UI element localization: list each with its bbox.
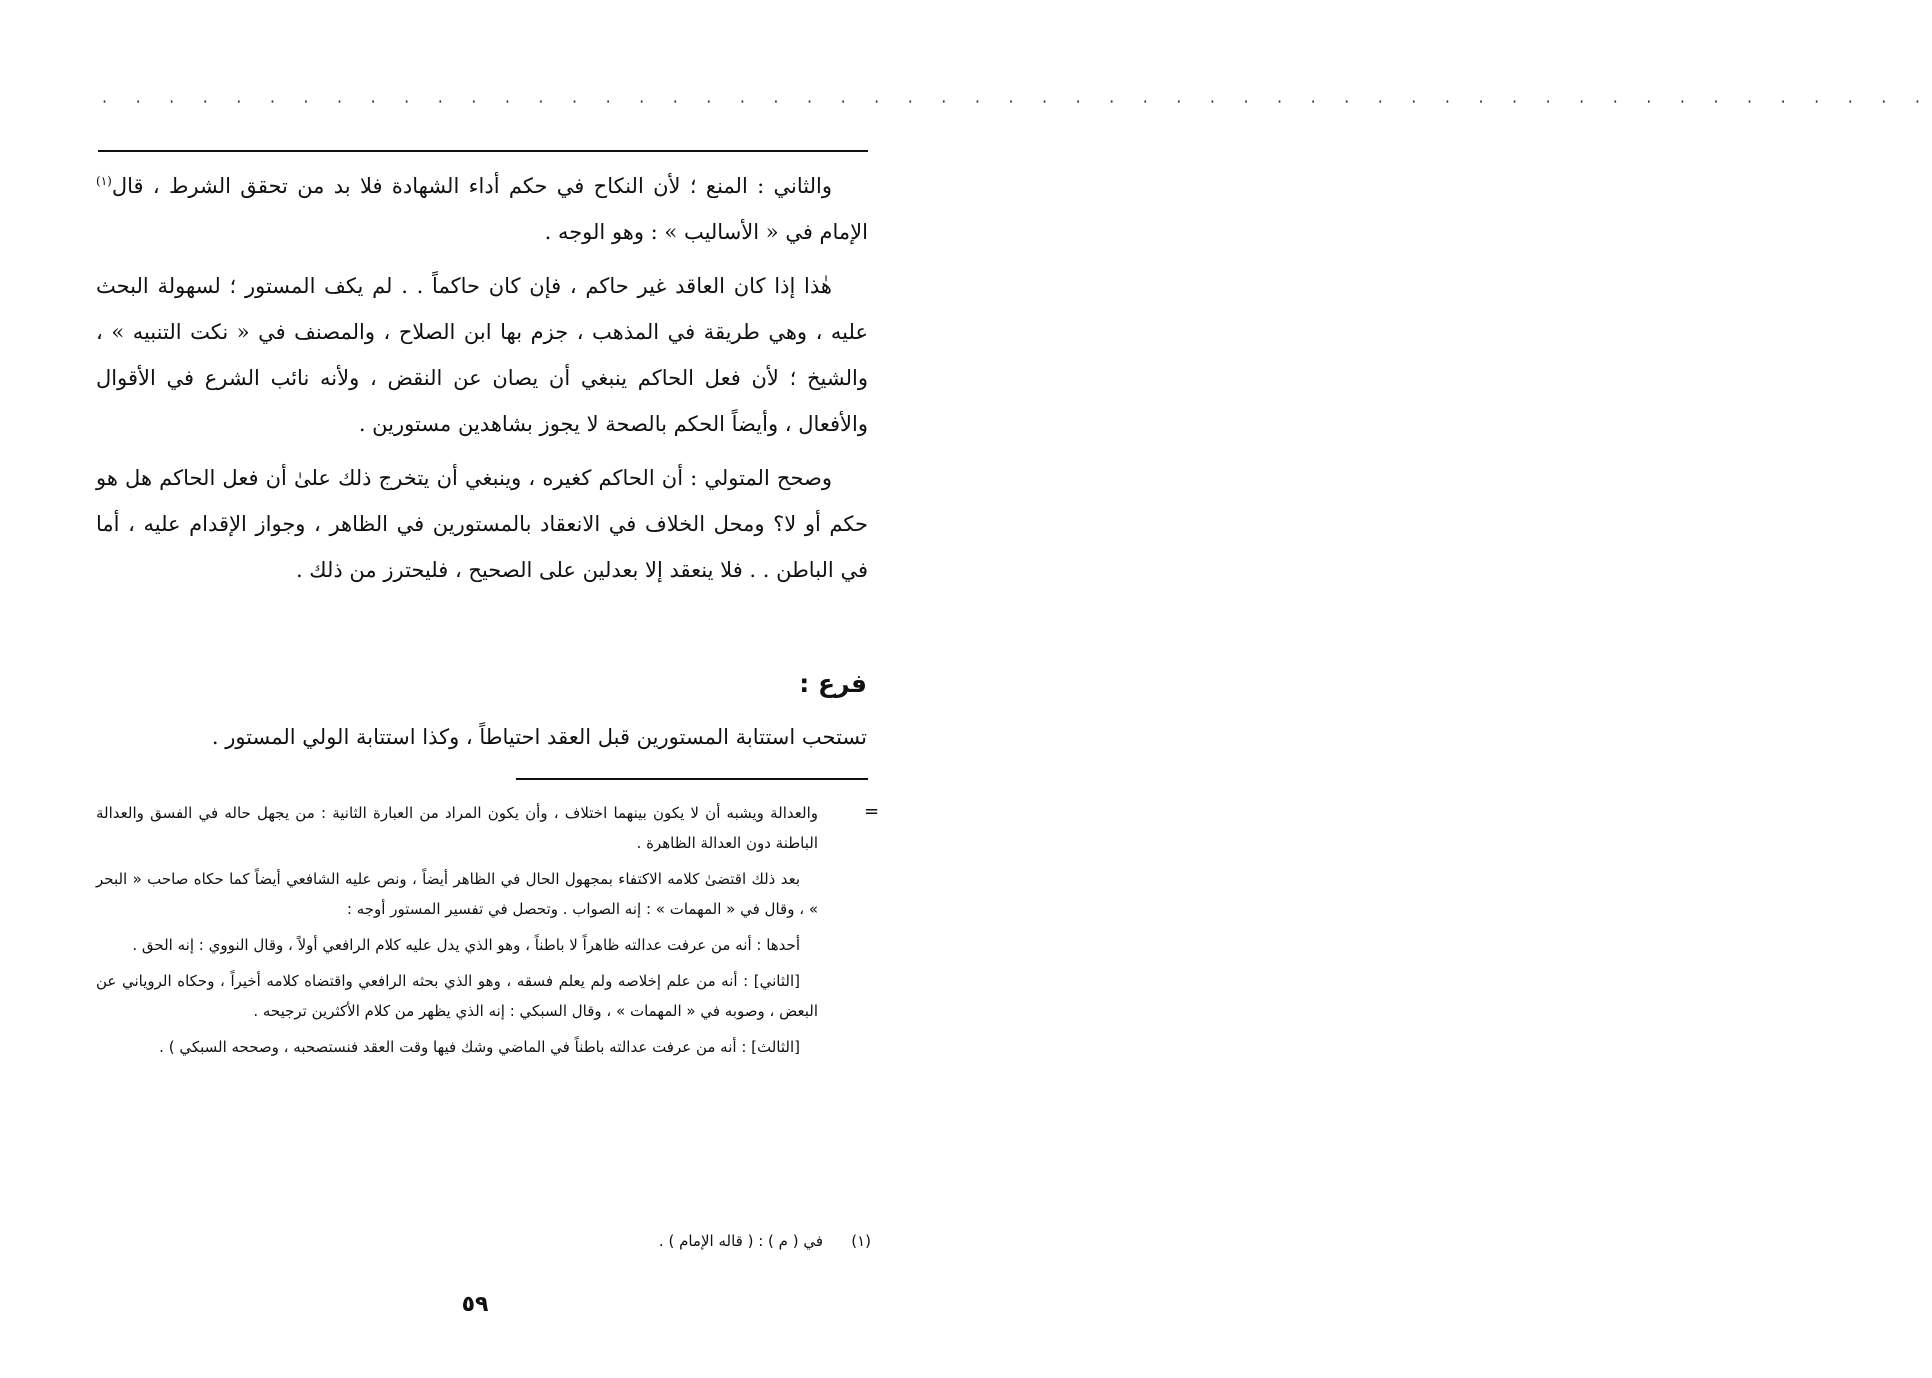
footnote-1: [91, 1226, 871, 1256]
top-rule: [98, 150, 868, 152]
section-heading-far: فرع :: [799, 669, 867, 698]
paragraph-1-part-b: الإمام في « الأساليب » : وهو الوجه .: [544, 220, 868, 244]
footnote-paragraph-2: بعد ذلك اقتضىٰ كلامه الاكتفاء بمجهول الحال في الظاهر أيضاً ، ونص عليه الشافعي أيضاً كما حكاه صاحب « البحر » ، وقال في « المهمات » : إنه الصواب . وتحصل في تفسير المستور أوجه :: [96, 870, 818, 918]
footnote-ref-1[interactable]: (١): [96, 174, 112, 188]
footnote-1-number: (١): [851, 1232, 871, 1250]
paragraph-1-part-a: والثاني : المنع ؛ لأن النكاح في حكم أداء الشهادة فلا بد من تحقق الشرط ، قال: [111, 174, 832, 198]
footnote-paragraph-4: [الثاني] : أنه من علم إخلاصه ولم يعلم فسقه ، وهو الذي بحثه الرافعي واقتضاه كلامه أخيراً ، وحكاه الروياني عن البعض ، وصوبه في « المهمات » ، وقال السبكي : إنه الذي يظهر من كلام الأكثرين ترجيحه .: [96, 972, 818, 1020]
footnotes-block: [96, 798, 818, 1068]
footnote-rule: [516, 778, 868, 780]
paragraph-3: وصحح المتولي : أن الحاكم كغيره ، وينبغي أن يتخرج ذلك علىٰ أن فعل الحاكم هل هو حكم أو لا؟ ومحل الخلاف في الانعقاد بالمستورين في الظاهر ، وجواز الإقدام عليه ، أما في الباطن . . فلا ينعقد إلا بعدلين على الصحيح ، فليحترز من ذلك .: [96, 466, 868, 582]
paragraph-1: [96, 163, 868, 255]
footnote-continuation-mark: =: [864, 801, 880, 822]
footnote-paragraph-5: [الثالث] : أنه من عرفت عدالته باطناً في الماضي وشك فيها وقت العقد فنستصحبه ، وصححه السبكي ) .: [159, 1038, 800, 1056]
footnote-paragraph-1: والعدالة ويشبه أن لا يكون بينهما اختلاف ، وأن يكون المراد من العبارة الثانية : من يجهل حاله في الفسق والعدالة الباطنة دون العدالة الظاهرة .: [96, 804, 818, 852]
page-number: ٥٩: [461, 1292, 489, 1317]
dotted-separator: · · · · · · · · · · · · · · · · · · · · · · · · · · · · · · · · · · · · · · · · · · · · · · · · · · · · · · ·: [102, 92, 1932, 111]
footnote-1-text: في ( م ) : ( قاله الإمام ) .: [658, 1232, 823, 1250]
main-text: [96, 163, 868, 601]
footnote-paragraph-3: أحدها : أنه من عرفت عدالته ظاهراً لا باطناً ، وهو الذي يدل عليه كلام الرافعي أولاً ، وقال النووي : إنه الحق .: [132, 936, 800, 954]
paragraph-2: هٰذا إذا كان العاقد غير حاكم ، فإن كان حاكماً . . لم يكف المستور ؛ لسهولة البحث عليه ، وهي طريقة في المذهب ، جزم بها ابن الصلاح ، والمصنف في « نكت التنبيه » ، والشيخ ؛ لأن فعل الحاكم ينبغي أن يصان عن النقض ، ولأنه نائب الشرع في الأقوال والأفعال ، وأيضاً الحكم بالصحة لا يجوز بشاهدين مستورين .: [96, 274, 868, 436]
section-text-far: تستحب استتابة المستورين قبل العقد احتياطاً ، وكذا استتابة الولي المستور .: [211, 725, 867, 749]
